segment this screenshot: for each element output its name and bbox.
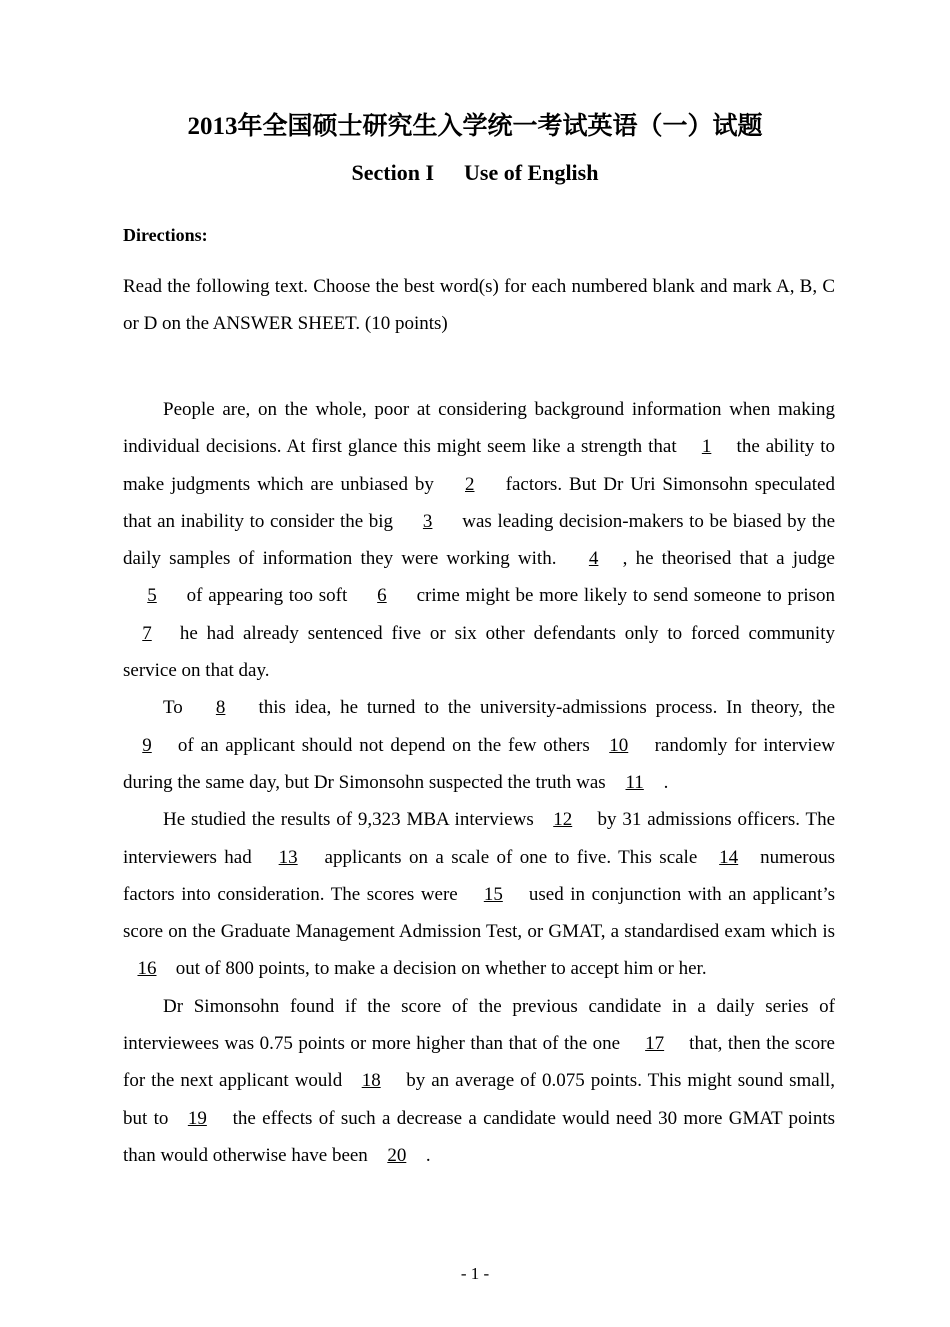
passage-text: factors. But Dr Uri Simonsohn speculated that an inability to consider the big	[123, 473, 835, 532]
passage-text: this idea, he turned to the university-admissions process. In theory, the	[249, 697, 835, 719]
blank-11: 11	[625, 771, 644, 793]
passage-text: People are, on the whole, poor at considering background information when making individual decisions. At first glance this might seem like a strength that	[123, 399, 835, 458]
passage-text: To	[163, 697, 192, 719]
blank-5: 5	[147, 585, 157, 607]
blank-17: 17	[645, 1033, 665, 1055]
blank-4: 4	[588, 548, 599, 570]
paragraph-2	[123, 689, 835, 801]
passage-text: out of 800 points, to make a decision on whether to accept him or her.	[171, 958, 707, 980]
blank-18: 18	[361, 1070, 381, 1092]
passage-text: of an applicant should not depend on the few others	[171, 734, 590, 756]
blank-15: 15	[483, 883, 503, 905]
passage-text: of appearing too soft	[181, 585, 353, 607]
paragraph-1	[123, 391, 835, 689]
exam-title: 2013年全国硕士研究生入学统一考试英语（一）试题	[187, 113, 763, 140]
blank-7: 7	[142, 622, 152, 644]
passage-text: Dr Simonsohn found if the score of the previous candidate in a daily series of interviewees was 0.75 points or more higher than that of the one	[123, 995, 835, 1055]
passage-text: .	[663, 771, 669, 793]
instructions-text: Read the following text. Choose the best word(s) for each numbered blank and mark A, B, C or D on the ANSWER SHEET. (10 points)	[123, 276, 835, 334]
passage-text: the ability to make judgments which are unbiased by	[123, 436, 835, 495]
directions-label: Directions:	[123, 225, 208, 245]
passage-text: numerous factors into consideration. The scores were	[123, 846, 836, 905]
paragraph-3	[123, 801, 835, 987]
paragraph-4	[123, 988, 835, 1174]
section-heading	[0, 160, 950, 186]
passage-text: .	[425, 1144, 431, 1166]
blank-9: 9	[142, 734, 152, 756]
passage-text: the effects of such a decrease a candidate would need 30 more GMAT points than would otherwise have been	[123, 1107, 835, 1166]
blank-20: 20	[387, 1144, 407, 1166]
blank-19: 19	[187, 1107, 207, 1129]
blank-6: 6	[377, 585, 387, 607]
blank-16: 16	[137, 958, 157, 980]
passage-text: randomly for interview during the same day, but Dr Simonsohn suspected the truth was	[123, 734, 835, 793]
blank-2: 2	[465, 473, 475, 495]
passage-text: was leading decision-makers to be biased by the daily samples of information they were working with.	[123, 510, 836, 570]
blank-13: 13	[278, 846, 298, 868]
passage-text: He studied the results of 9,323 MBA interviews	[163, 809, 534, 831]
passage-text: applicants on a scale of one to five. This scale	[317, 846, 705, 868]
cloze-passage	[123, 391, 835, 1174]
section-name: Use of English	[464, 160, 599, 185]
passage-text: by an average of 0.075 points. This might sound small, but to	[123, 1070, 835, 1129]
passage-text: that, then the score for the next applicant would	[123, 1033, 835, 1092]
blank-10: 10	[609, 734, 629, 756]
blank-14: 14	[719, 846, 739, 868]
passage-text: crime might be more likely to send someone to prison	[410, 585, 835, 607]
page-number: - 1 -	[460, 1264, 490, 1283]
passage-text: , he theorised that a judge	[622, 548, 835, 570]
passage-text: by 31 admissions officers. The interviewers had	[123, 809, 835, 868]
blank-8: 8	[215, 697, 226, 719]
passage-text: used in conjunction with an applicant’s score on the Graduate Management Admission Test, or GMAT, a standardised exam which is	[123, 883, 835, 943]
blank-1: 1	[701, 436, 712, 458]
blank-3: 3	[422, 510, 433, 532]
blank-12: 12	[553, 809, 573, 831]
section-label: Section I	[351, 160, 434, 185]
passage-text: he had already sentenced five or six other defendants only to forced community service on that day.	[123, 622, 835, 682]
